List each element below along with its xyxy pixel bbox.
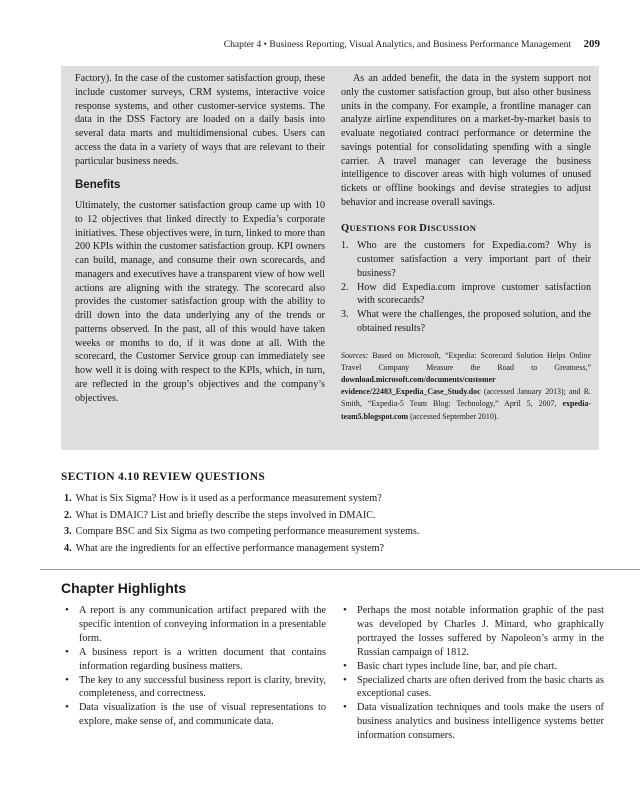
review-number: 3. [64, 526, 72, 537]
running-title: Chapter 4 • Business Reporting, Visual Analytics, and Business Performance Management [223, 39, 572, 50]
bullet-icon: • [65, 701, 69, 714]
review-question [64, 524, 624, 541]
review-heading: SECTION 4.10 REVIEW QUESTIONS [61, 471, 266, 483]
highlight-text: Data visualization techniques and tools make the users of business analytics and business intelligence systems better information consumers. [357, 702, 604, 742]
questions-heading [341, 222, 591, 236]
question-text: What were the challenges, the proposed solution, and the obtained results? [357, 309, 591, 334]
discussion-question [341, 281, 591, 309]
questions-heading-rest2: ISCUSSION [427, 222, 477, 233]
highlight-text: Data visualization is the use of visual representations to explore, make sense of, and communicate data. [79, 702, 326, 728]
review-text: What is DMAIC? List and briefly describe the steps involved in DMAIC. [75, 509, 376, 521]
review-number: 4. [64, 542, 72, 554]
bullet-icon: • [65, 673, 69, 686]
case-left-column [75, 72, 325, 405]
highlight-item [64, 674, 326, 702]
highlight-item [342, 674, 604, 702]
sources-part2: (accessed January 2013); and R. Smith, “Expedia-5 Team Blog: Technology,” April 5, 2007, [341, 387, 591, 409]
sources-note [341, 350, 591, 423]
question-text: How did Expedia.com improve customer satisfaction with scorecards? [357, 281, 591, 307]
bullet-icon: • [65, 645, 69, 658]
running-head [60, 38, 600, 50]
question-number: 3. [341, 309, 349, 320]
highlight-item [342, 604, 604, 660]
highlight-item [64, 646, 326, 674]
highlight-item [64, 701, 326, 729]
bullet-icon: • [343, 701, 347, 714]
discussion-questions [341, 239, 591, 335]
review-question [64, 541, 624, 558]
discussion-question [341, 239, 591, 280]
highlight-text: A report is any communication artifact prepared with the specific intention of conveying information in a presentable form. [79, 605, 326, 644]
review-question [64, 491, 624, 508]
case-right-column [341, 72, 591, 423]
highlights-right-column [342, 604, 604, 743]
questions-heading-q: Q [341, 222, 350, 234]
highlight-item [64, 604, 326, 646]
review-text: What are the ingredients for an effective performance management system? [75, 542, 385, 554]
highlight-text: Perhaps the most notable information graphic of the past was developed by Charles J. Minard, who graphically portrayed the losses suffered by Napoleon’s army in the Russian campaign of 1812. [357, 605, 604, 658]
section-divider [40, 569, 640, 570]
case-study-box [61, 66, 599, 450]
question-number: 2. [341, 281, 349, 293]
highlight-text: Basic chart types include line, bar, and pie chart. [357, 660, 558, 672]
questions-heading-d: D [419, 222, 428, 234]
case-right-intro: As an added benefit, the data in the system support not only the customer satisfaction group, but also other business units in the company. For example, a frontline manager can analyze airline expenditures on a market-by-market basis to evaluate negotiated contract performance or determine the savings potential for consolidating spending with a single carrier. A travel manager can leverage the business intelligence to discover areas with high volumes of unused tickets or offline bookings and devise strategies to adjust behavior and increase overall savings. [341, 73, 591, 208]
questions-heading-rest1: UESTIONS FOR [349, 222, 420, 233]
question-text: Who are the customers for Expedia.com? Why is customer satisfaction a very important part of their business? [357, 240, 591, 279]
highlights-left-column [64, 604, 326, 729]
sources-part3: (accessed September 2010). [410, 411, 499, 421]
page-number: 209 [583, 38, 600, 50]
bullet-icon: • [343, 673, 347, 686]
discussion-question [341, 308, 591, 336]
bullet-icon: • [343, 659, 347, 672]
bullet-icon: • [65, 604, 69, 616]
sources-label: Sources: [341, 350, 369, 360]
bullet-icon: • [343, 604, 347, 616]
benefits-text: Ultimately, the customer satisfaction group came up with 10 to 12 objectives that linked directly to Expedia’s corporate initiatives. These objectives were, in turn, linked to more than 200 KPIs within the customer satisfaction group. KPI owners can build, manage, and consume their own scorecards, and managers and executives have a transparent view of how well actions are aligning with the strategy. The scorecard also provides the customer satisfaction group with the ability to drill down into the data underlying any of the trends or patterns observed. In the past, all of this would have taken weeks or months to do, if it was done at all. With the scorecard, the Customer Service group can immediately see how well it is doing with respect to the KPIs, which, in turn, are reflected in the group’s objectives and the company’s objectives. [75, 200, 325, 404]
highlight-text: A business report is a written document that contains information regarding business matters. [79, 646, 326, 672]
review-number: 2. [64, 509, 72, 521]
case-left-intro: Factory). In the case of the customer satisfaction group, these include customer surveys, CRM systems, interactive voice response systems, and other customer-service systems. The data in the DSS Factory are loaded on a daily basis into several data marts and multidimensional cubes. Users can access the data in a variety of ways that are relevant to their particular business needs. [75, 73, 325, 167]
highlight-text: The key to any successful business report is clarity, brevity, completeness, and correctness. [79, 674, 326, 700]
highlight-item [342, 660, 604, 674]
highlight-item [342, 701, 604, 743]
review-number: 1. [64, 493, 72, 504]
review-questions [64, 491, 624, 557]
sources-link1: download.microsoft.com/documents/customer evidence/22483_Expedia_Case_Study.doc [341, 374, 496, 397]
review-question [64, 508, 624, 525]
question-number: 1. [341, 240, 349, 252]
benefits-heading: Benefits [75, 179, 121, 192]
sources-link2: expedia-team5.blogspot.com [341, 399, 591, 421]
chapter-highlights-heading: Chapter Highlights [61, 580, 187, 596]
sources-part1: Based on Microsoft, “Expedia: Scorecard Solution Helps Online Travel Company Measure the Road to Greatness,” [341, 350, 591, 372]
review-text: Compare BSC and Six Sigma as two competing performance measurement systems. [75, 526, 420, 537]
review-text: What is Six Sigma? How is it used as a performance measurement system? [75, 493, 382, 504]
highlight-text: Specialized charts are often derived from the basic charts as exceptional cases. [357, 674, 604, 700]
